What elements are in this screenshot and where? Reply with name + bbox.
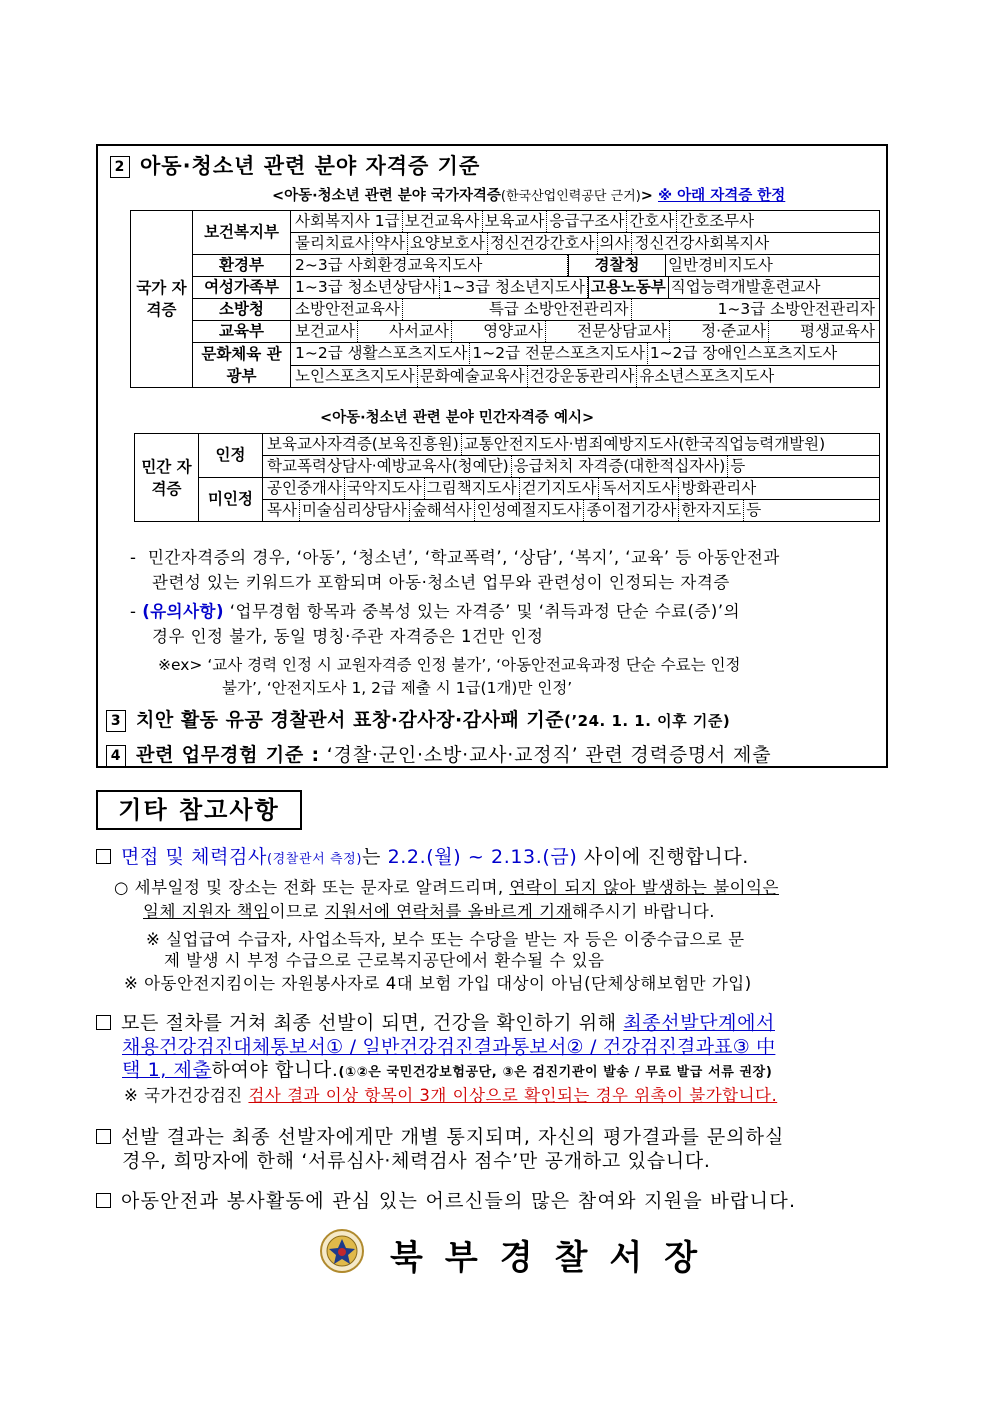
national-caption-note: ※ 아래 자격증 한정	[657, 188, 786, 204]
cert-line	[263, 434, 880, 456]
private-caption: <아동·청소년 관련 분야 민간자격증 예시>	[320, 410, 595, 426]
note2-line2: 경우 인정 불가, 동일 명칭·주관 자격증은 1건만 인정	[152, 627, 544, 646]
section2-number: 2	[110, 156, 130, 178]
cert-item: 전문상담교사	[575, 321, 670, 342]
cert-item: 응급처치 자격증(대한적십자사)	[512, 456, 729, 477]
etc-item1: 면접 및 체력검사(경찰관서 측정)는 2.2.(월) ~ 2.13.(금) 사이에 진행합니다.	[96, 842, 749, 869]
cert-item: 평생교육사	[800, 322, 875, 340]
ministry-cell: 교육부	[193, 321, 291, 343]
cert-item: 영양교사	[481, 321, 546, 342]
cert-item: 물리치료사	[293, 233, 373, 254]
private-label: 민간 자격증	[135, 434, 199, 522]
ministry-cell: 문화체육 관광부	[193, 343, 291, 388]
cert-item: 정신건강간호사	[488, 233, 598, 254]
cert-item: 특급 소방안전관리자	[487, 299, 632, 320]
cert-item: 1~3급 소방안전관리자	[717, 300, 875, 318]
etc-item2-line2: 채용건강검진대체통보서① / 일반건강검진결과통보서② / 건강검진결과표③ 中	[122, 1036, 776, 1058]
ministry-cell: 보건복지부	[193, 211, 291, 255]
cert-item: 약사	[373, 233, 408, 254]
cert-item: 국악지도사	[345, 478, 425, 499]
note2: - (유의사항) ‘업무경험 항목과 중복성 있는 자격증’ 및 ‘취득과정 단순 수료(증)’의	[130, 602, 741, 621]
cert-item: 간호조무사	[679, 212, 755, 230]
signature: 북부경찰서장	[390, 1238, 720, 1278]
etc-header: 기타 참고사항	[96, 790, 302, 830]
national-label: 국가 자격증	[131, 211, 193, 388]
cert-line	[291, 365, 880, 388]
etc-item2-note: ※ 국가건강검진 검사 결과 이상 항목이 3개 이상으로 확인되는 경우 위촉이 불가합니다.	[124, 1086, 778, 1105]
cert-item: 종이접기강사	[584, 500, 679, 521]
national-cert-table	[130, 210, 880, 388]
cert-line	[291, 211, 880, 233]
cert-item: 응급구조사	[547, 211, 627, 232]
section3-title: 3 치안 활동 유공 경찰관서 표창·감사장·감사패 기준(’24. 1. 1. 이후 기준)	[106, 705, 730, 732]
etc-item1-sub1-line2: 일체 지원자 책임이므로 지원서에 연락처를 올바르게 기재해주시기 바랍니다.	[143, 902, 716, 921]
cert-item: 일반경비지도사	[668, 256, 773, 274]
cert-item: 1~2급 장애인스포츠지도사	[649, 344, 838, 363]
cert-line	[263, 456, 880, 478]
section3-number: 3	[106, 710, 126, 732]
cert-item: 보육교사	[483, 211, 548, 232]
checkbox-icon	[96, 1129, 111, 1144]
section4-title: 4 관련 업무경험 기준 : ‘경찰·군인·소방·교사·교정직’ 관련 경력증명서 제출	[106, 740, 771, 767]
national-caption: <아동·청소년 관련 분야 국가자격증(한국산업인력공단 근거)> ※ 아래 자격증 한정	[272, 188, 786, 204]
cert-item: 1~3급 청소년지도사	[440, 277, 587, 298]
etc-item2: 모든 절차를 거쳐 최종 선발이 되면, 건강을 확인하기 위해 최종선발단계에서	[96, 1008, 775, 1035]
cert-item: 한자지도	[679, 500, 744, 521]
ministry-cell: 소방청	[193, 299, 291, 321]
cert-item: 문화예술교육사	[418, 366, 528, 387]
cert-item: 간호사	[627, 211, 677, 232]
cert-item: 1~2급 전문스포츠지도사	[470, 343, 647, 364]
cert-item: 유소년스포츠지도사	[639, 366, 775, 385]
cert-item: 인성예절지도사	[475, 500, 585, 521]
cert-item: 방화관리사	[681, 479, 757, 497]
etc-item4: 아동안전과 봉사활동에 관심 있는 어르신들의 많은 참여와 지원을 바랍니다.	[96, 1186, 796, 1213]
cert-line	[291, 343, 880, 366]
cert-line	[291, 255, 880, 277]
cert-item: 목사	[265, 500, 300, 521]
cert-line	[291, 233, 880, 255]
cert-item: 1~2급 생활스포츠지도사	[293, 343, 470, 364]
cert-line	[263, 478, 880, 500]
cert-item: 보건교육사	[403, 211, 483, 232]
private-type: 미인정	[199, 478, 263, 522]
cert-item: 정신건강사회복지사	[634, 234, 770, 252]
section2-title: 2 아동·청소년 관련 분야 자격증 기준	[110, 150, 480, 180]
etc-item1-note1-line2: 제 발생 시 부정 수급으로 근로복지공단에서 환수될 수 있음	[164, 951, 605, 970]
note1: - 민간자격증의 경우, ‘아동’, ‘청소년’, ‘학교폭력’, ‘상담’, ‘복지’, ‘교육’ 등 아동안전과	[130, 548, 780, 567]
cert-item: 정·준교사	[699, 321, 769, 342]
etc-item2-line3: 택 1, 제출하여야 합니다.(①②은 국민건강보험공단, ③은 검진기관이 발송 / 무료 발급 서류 권장)	[122, 1059, 773, 1081]
cert-item: 건강운동관리사	[528, 366, 638, 387]
example-line1: ※ex> ‘교사 경력 인정 시 교원자격증 인정 불가’, ‘아동안전교육과정 단순 수료는 인정	[158, 656, 741, 674]
etc-item1-note1: ※ 실업급여 수급자, 사업소득자, 보수 또는 수당을 받는 자 등은 이중수급으로 문	[146, 930, 745, 949]
checkbox-icon	[96, 1015, 111, 1030]
etc-item3: 선발 결과는 최종 선발자에게만 개별 통지되며, 자신의 평가결과를 문의하실	[96, 1122, 784, 1149]
cert-line	[291, 321, 880, 343]
etc-item3-line2: 경우, 희망자에 한해 ‘서류심사·체력검사 점수’만 공개하고 있습니다.	[122, 1150, 711, 1172]
cert-item: 학교폭력상담사·예방교육사(청예단)	[265, 456, 512, 477]
cert-item: 독서지도사	[599, 478, 679, 499]
cert-item: 그림책지도사	[425, 478, 520, 499]
cert-line	[291, 299, 880, 321]
cert-item: 미술심리상담사	[300, 500, 410, 521]
private-type: 인정	[199, 434, 263, 478]
ministry-cell: 경찰청	[568, 255, 666, 276]
cert-item: 보건교사	[293, 321, 358, 342]
cert-item: 요양보호사	[408, 233, 488, 254]
checkbox-icon	[96, 1193, 111, 1208]
cert-item: 2~3급 사회환경교육지도사	[293, 255, 568, 276]
cert-item: 1~3급 청소년상담사	[293, 277, 440, 298]
example-line2: 불가’, ‘안전지도사 1, 2급 제출 시 1급(1개)만 인정’	[222, 679, 573, 697]
etc-item1-sub1: ○ 세부일정 및 장소는 전화 또는 문자로 알려드리며, 연락이 되지 않아 발생하는 불이익은	[114, 878, 779, 897]
cert-item: 공인중개사	[265, 478, 345, 499]
cert-item: 등	[730, 457, 746, 475]
cert-item: 직업능력개발훈련교사	[670, 278, 821, 296]
cert-item: 소방안전교육사	[293, 299, 403, 320]
cert-item: 교통안전지도사·범죄예방지도사(한국직업능력개발원)	[463, 435, 826, 453]
ministry-cell: 환경부	[193, 255, 291, 277]
etc-item1-note2: ※ 아동안전지킴이는 자원봉사자로 4대 보험 가입 대상이 아님(단체상해보험만 가입)	[124, 974, 752, 993]
cert-item: 걷기지도사	[520, 478, 600, 499]
cert-item: 사서교사	[387, 321, 452, 342]
cert-line	[291, 277, 880, 299]
cert-item: 숲해석사	[410, 500, 475, 521]
private-cert-table	[134, 433, 880, 522]
police-emblem-icon	[318, 1228, 366, 1274]
ministry-cell: 고용노동부	[588, 277, 669, 298]
cert-item: 의사	[598, 233, 633, 254]
section4-number: 4	[106, 745, 126, 767]
cert-item: 노인스포츠지도사	[293, 366, 418, 387]
note1-line2: 관련성 있는 키워드가 포함되며 아동·청소년 업무와 관련성이 인정되는 자격증	[152, 573, 730, 592]
checkbox-icon	[96, 849, 111, 864]
cert-item: 보육교사자격증(보육진흥원)	[265, 434, 462, 455]
cert-line	[263, 500, 880, 522]
ministry-cell: 여성가족부	[193, 277, 291, 299]
cert-item: 사회복지사 1급	[293, 211, 403, 232]
cert-item: 등	[746, 501, 762, 519]
